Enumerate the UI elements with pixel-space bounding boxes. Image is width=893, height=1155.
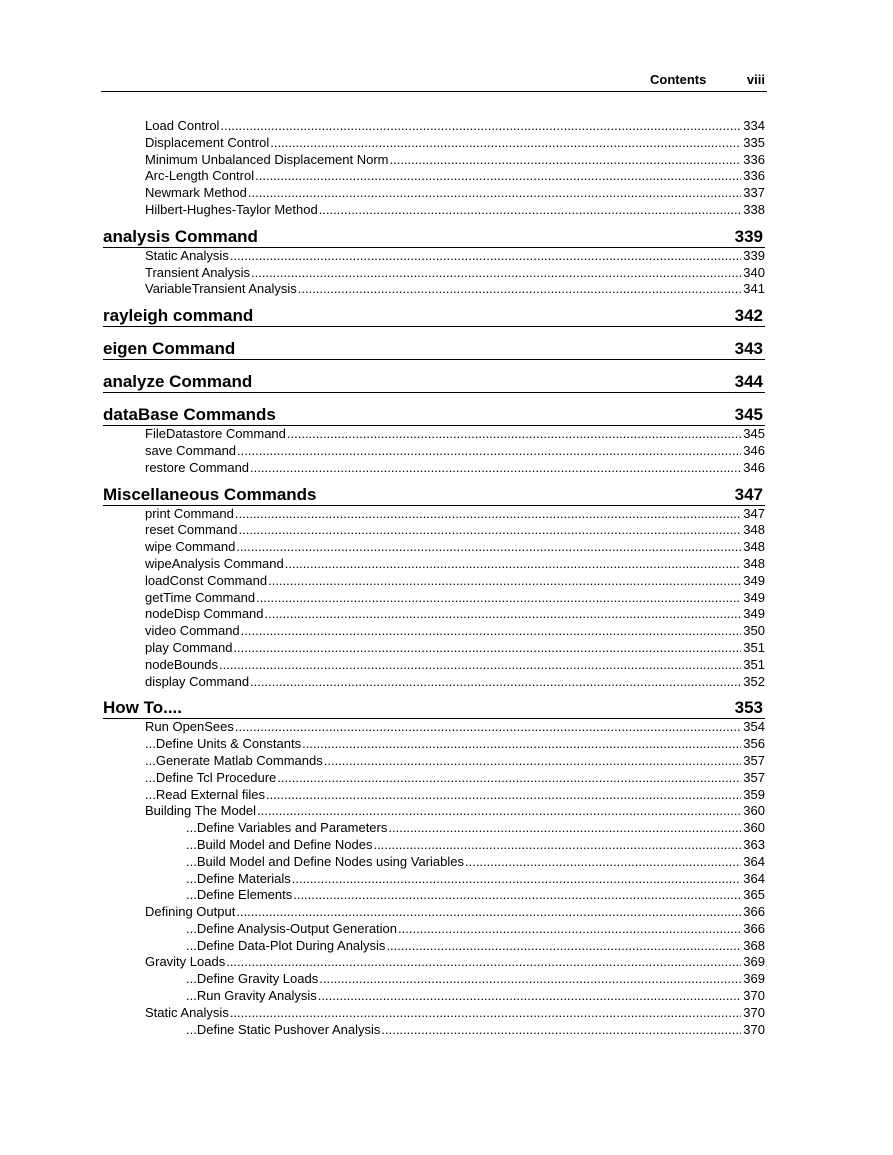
toc-entry-page: 351	[743, 656, 765, 672]
dot-leader	[230, 248, 741, 265]
toc-section-page: 343	[734, 339, 763, 359]
header-page-number: viii	[746, 72, 765, 87]
dot-leader	[237, 443, 741, 460]
toc-entry-label: restore Command	[145, 459, 250, 475]
toc-entry-page: 368	[743, 937, 765, 953]
toc-entry[interactable]	[103, 606, 765, 623]
toc-entry[interactable]	[103, 988, 765, 1005]
toc-entry-page: 366	[743, 904, 765, 920]
toc-entry[interactable]	[103, 506, 765, 523]
toc-section-page: 344	[734, 372, 763, 392]
toc-entry[interactable]	[103, 674, 765, 691]
toc-entry[interactable]	[103, 640, 765, 657]
toc-entry-page: 366	[743, 920, 765, 936]
toc-entry[interactable]	[103, 443, 765, 460]
toc-entry-label: Run OpenSees	[145, 719, 234, 735]
toc-section-page: 347	[734, 484, 763, 504]
toc-entry-page: 338	[743, 201, 765, 217]
toc-entry-label: FileDatastore Command	[145, 426, 286, 442]
toc-entry-page: 334	[743, 118, 765, 133]
table-of-contents	[103, 118, 765, 1038]
dot-leader	[287, 426, 741, 443]
toc-entry-label: save Command	[145, 442, 237, 458]
toc-entry-page: 348	[743, 522, 765, 538]
toc-section-heading[interactable]	[103, 403, 765, 426]
toc-entry[interactable]	[103, 904, 765, 921]
toc-entry-label: ...Define Analysis-Output Generation	[186, 920, 398, 936]
toc-entry[interactable]	[103, 135, 765, 152]
toc-entry-label: Defining Output	[145, 904, 236, 920]
toc-entry[interactable]	[103, 854, 765, 871]
toc-section-page: 339	[734, 226, 763, 246]
toc-section-page: 345	[734, 405, 763, 425]
dot-leader	[319, 202, 742, 219]
toc-section-title: How To....	[103, 698, 183, 718]
toc-entry[interactable]	[103, 522, 765, 539]
dot-leader	[255, 168, 741, 185]
dot-leader	[386, 938, 741, 955]
dot-leader	[277, 770, 741, 787]
toc-entry[interactable]	[103, 248, 765, 265]
dot-leader	[318, 988, 742, 1005]
toc-entry-label: ...Build Model and Define Nodes	[186, 836, 373, 852]
toc-entry-page: 360	[743, 820, 765, 836]
toc-entry-label: ...Define Elements	[186, 887, 293, 903]
toc-entry-label: loadConst Command	[145, 572, 268, 588]
toc-entry-page: 370	[743, 1021, 765, 1037]
toc-entry-label: ...Define Data-Plot During Analysis	[186, 937, 386, 953]
dot-leader	[292, 871, 742, 888]
toc-entry[interactable]	[103, 185, 765, 202]
toc-entry[interactable]	[103, 820, 765, 837]
toc-section-page: 353	[734, 698, 763, 718]
toc-entry-label: Static Analysis	[145, 1004, 229, 1020]
dot-leader	[236, 539, 741, 556]
toc-entry[interactable]	[103, 573, 765, 590]
toc-entry-page: 370	[743, 1004, 765, 1020]
toc-entry-label: VariableTransient Analysis	[145, 281, 297, 297]
toc-entry-page: 351	[743, 639, 765, 655]
dot-leader	[398, 921, 741, 938]
toc-entry-label: video Command	[145, 623, 240, 639]
toc-entry-label: ...Run Gravity Analysis	[186, 988, 317, 1004]
toc-entry-label: Load Control	[145, 118, 220, 133]
toc-entry-page: 360	[743, 803, 765, 819]
toc-entry-page: 363	[743, 836, 765, 852]
dot-leader	[226, 954, 741, 971]
toc-entry[interactable]	[103, 1022, 765, 1039]
toc-entry-page: 336	[743, 168, 765, 184]
toc-section-heading[interactable]	[103, 304, 765, 327]
dot-leader	[285, 556, 742, 573]
toc-entry[interactable]	[103, 871, 765, 888]
dot-leader	[265, 606, 742, 623]
toc-entry-page: 359	[743, 786, 765, 802]
toc-entry-label: Static Analysis	[145, 247, 229, 263]
toc-entry-label: Gravity Loads	[145, 954, 226, 970]
toc-section-title: analysis Command	[103, 226, 258, 246]
dot-leader	[256, 590, 741, 607]
toc-entry-page: 357	[743, 769, 765, 785]
dot-leader	[220, 118, 741, 135]
dot-leader	[381, 1022, 741, 1039]
toc-entry-page: 348	[743, 555, 765, 571]
dot-leader	[250, 460, 741, 477]
toc-entry-label: wipe Command	[145, 539, 236, 555]
toc-entry-label: Arc-Length Control	[145, 168, 255, 184]
header-title: Contents	[650, 72, 707, 87]
dot-leader	[235, 506, 741, 523]
toc-entry-page: 354	[743, 719, 765, 735]
dot-leader	[250, 674, 741, 691]
dot-leader	[236, 904, 741, 921]
toc-entry-page: 352	[743, 673, 765, 689]
toc-entry-label: ...Read External files	[145, 786, 265, 802]
toc-section-title: rayleigh command	[103, 306, 254, 326]
toc-section-heading[interactable]	[103, 370, 765, 393]
toc-entry[interactable]	[103, 426, 765, 443]
toc-entry-label: ...Build Model and Define Nodes using Variables	[186, 853, 464, 869]
toc-entry[interactable]	[103, 837, 765, 854]
dot-leader	[465, 854, 741, 871]
toc-entry[interactable]	[103, 787, 765, 804]
toc-entry[interactable]	[103, 753, 765, 770]
toc-entry-label: wipeAnalysis Command	[145, 555, 284, 571]
toc-entry[interactable]	[103, 719, 765, 736]
toc-entry[interactable]	[103, 1005, 765, 1022]
toc-entry-label: ...Define Materials	[186, 870, 291, 886]
toc-entry[interactable]	[103, 938, 765, 955]
toc-entry-page: 364	[743, 870, 765, 886]
toc-entry-page: 348	[743, 539, 765, 555]
toc-entry-page: 339	[743, 247, 765, 263]
dot-leader	[235, 719, 741, 736]
toc-entry-label: nodeDisp Command	[145, 606, 264, 622]
toc-entry[interactable]	[103, 921, 765, 938]
toc-entry-label: ...Generate Matlab Commands	[145, 752, 323, 768]
toc-entry[interactable]	[103, 590, 765, 607]
toc-section-heading[interactable]	[103, 337, 765, 360]
toc-entry[interactable]	[103, 623, 765, 640]
toc-entry-page: 336	[743, 151, 765, 167]
toc-entry[interactable]	[103, 556, 765, 573]
dot-leader	[238, 522, 741, 539]
toc-entry-label: Minimum Unbalanced Displacement Norm	[145, 151, 389, 167]
toc-entry[interactable]	[103, 202, 765, 219]
toc-entry-label: ...Define Gravity Loads	[186, 971, 319, 987]
toc-entry-label: reset Command	[145, 522, 238, 538]
toc-entry-page: 349	[743, 589, 765, 605]
toc-section-title: Miscellaneous Commands	[103, 484, 317, 504]
toc-section-heading[interactable]	[103, 483, 765, 506]
toc-entry-page: 369	[743, 971, 765, 987]
toc-entry-page: 349	[743, 572, 765, 588]
toc-entry-page: 346	[743, 459, 765, 475]
toc-entry[interactable]	[103, 265, 765, 282]
toc-entry[interactable]	[103, 539, 765, 556]
toc-entry-label: Newmark Method	[145, 185, 247, 201]
dot-leader	[388, 820, 741, 837]
toc-entry-label: display Command	[145, 673, 250, 689]
dot-leader	[268, 573, 741, 590]
toc-entry-page: 349	[743, 606, 765, 622]
toc-entry-page: 369	[743, 954, 765, 970]
toc-entry-label: ...Define Variables and Parameters	[186, 820, 388, 836]
toc-entry[interactable]	[103, 118, 765, 135]
toc-entry[interactable]	[103, 152, 765, 169]
dot-leader	[373, 837, 741, 854]
toc-entry[interactable]	[103, 887, 765, 904]
toc-entry-page: 340	[743, 264, 765, 280]
dot-leader	[319, 971, 741, 988]
toc-section-title: analyze Command	[103, 372, 253, 392]
toc-entry-label: ...Define Static Pushover Analysis	[186, 1021, 381, 1037]
dot-leader	[233, 640, 741, 657]
toc-entry-label: getTime Command	[145, 589, 256, 605]
dot-leader	[302, 736, 741, 753]
toc-entry-label: nodeBounds	[145, 656, 219, 672]
toc-entry-page: 370	[743, 988, 765, 1004]
dot-leader	[266, 787, 741, 804]
toc-entry-page: 350	[743, 623, 765, 639]
toc-entry-page: 365	[743, 887, 765, 903]
toc-entry-label: Transient Analysis	[145, 264, 251, 280]
toc-section-title: eigen Command	[103, 339, 236, 359]
dot-leader	[248, 185, 741, 202]
toc-entry-page: 345	[743, 426, 765, 442]
toc-entry[interactable]	[103, 954, 765, 971]
toc-entry-page: 341	[743, 281, 765, 297]
toc-section-title: dataBase Commands	[103, 405, 276, 425]
dot-leader	[389, 152, 741, 169]
dot-leader	[230, 1005, 741, 1022]
toc-entry-label: Building The Model	[145, 803, 257, 819]
toc-entry[interactable]	[103, 460, 765, 477]
toc-entry[interactable]	[103, 971, 765, 988]
toc-section-heading[interactable]	[103, 225, 765, 248]
toc-entry[interactable]	[103, 168, 765, 185]
toc-entry-label: play Command	[145, 639, 233, 655]
dot-leader	[251, 265, 741, 282]
dot-leader	[293, 887, 741, 904]
toc-entry-page: 335	[743, 134, 765, 150]
dot-leader	[241, 623, 742, 640]
toc-entry[interactable]	[103, 803, 765, 820]
toc-entry-page: 364	[743, 853, 765, 869]
toc-entry-label: Hilbert-Hughes-Taylor Method	[145, 201, 318, 217]
toc-section-page: 342	[734, 306, 763, 326]
toc-entry-page: 357	[743, 752, 765, 768]
toc-entry-label: Displacement Control	[145, 134, 270, 150]
toc-entry[interactable]	[103, 770, 765, 787]
toc-entry[interactable]	[103, 281, 765, 298]
toc-entry-label: ...Define Units & Constants	[145, 736, 302, 752]
page-header	[101, 70, 767, 92]
dot-leader	[270, 135, 741, 152]
toc-entry-page: 347	[743, 505, 765, 521]
toc-entry-page: 337	[743, 185, 765, 201]
dot-leader	[298, 281, 742, 298]
toc-entry-label: print Command	[145, 505, 234, 521]
dot-leader	[219, 657, 741, 674]
toc-entry-page: 356	[743, 736, 765, 752]
toc-entry-page: 346	[743, 442, 765, 458]
toc-section-heading[interactable]	[103, 696, 765, 719]
dot-leader	[257, 803, 741, 820]
toc-entry-label: ...Define Tcl Procedure	[145, 769, 277, 785]
dot-leader	[324, 753, 742, 770]
toc-entry[interactable]	[103, 736, 765, 753]
toc-entry[interactable]	[103, 657, 765, 674]
